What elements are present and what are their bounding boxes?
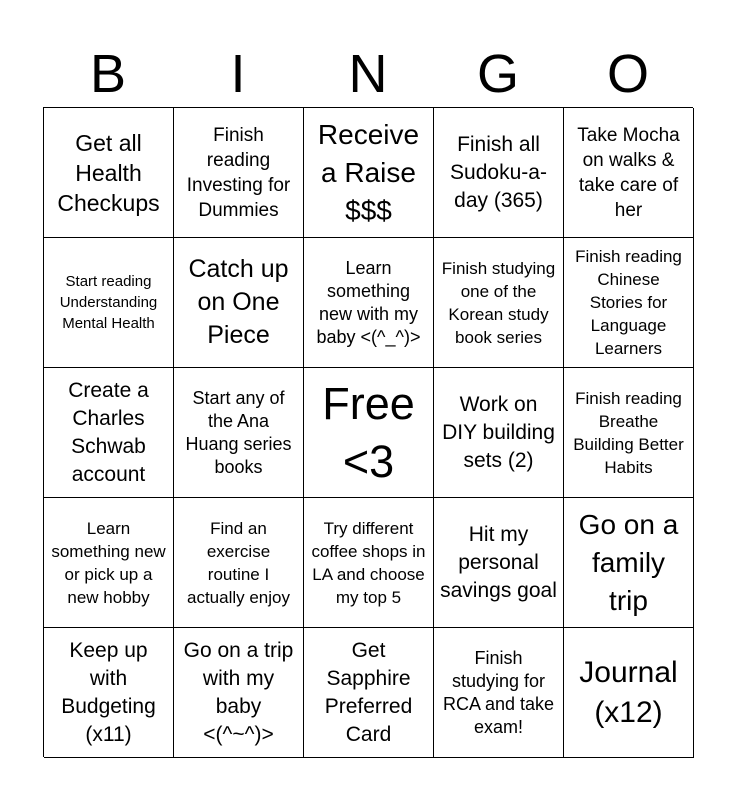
bingo-cell[interactable] (174, 368, 304, 498)
bingo-header (43, 40, 693, 108)
cell-text: Get all Health Checkups (57, 129, 160, 216)
header-letter-n: N (348, 44, 388, 104)
cell-text: Finish reading Breathe Building Better Habits (573, 388, 684, 477)
bingo-cell[interactable] (434, 108, 564, 238)
cell-text: Journal (x12) (579, 655, 678, 729)
bingo-cell[interactable] (44, 498, 174, 628)
cell-text: Receive a Raise $$$ (317, 118, 420, 226)
cell-text: Finish reading Chinese Stories for Language Learners (575, 247, 682, 358)
cell-text: Take Mocha on walks & take care of her (577, 124, 680, 221)
free-space-cell[interactable] (304, 368, 434, 498)
bingo-cell[interactable] (304, 498, 434, 628)
bingo-cell[interactable] (434, 498, 564, 628)
bingo-cell[interactable] (434, 368, 564, 498)
cell-text: Start reading Understanding Mental Health (59, 273, 158, 332)
bingo-cell[interactable] (434, 238, 564, 368)
cell-text: Try different coffee shops in LA and choose my top 5 (311, 518, 426, 607)
bingo-board (43, 107, 693, 757)
bingo-cell[interactable] (304, 238, 434, 368)
bingo-cell[interactable] (44, 368, 174, 498)
cell-text: Start any of the Ana Huang series books (185, 387, 292, 477)
bingo-cell[interactable] (44, 108, 174, 238)
bingo-cell[interactable] (174, 628, 304, 758)
cell-text: Work on DIY building sets (2) (442, 392, 555, 472)
header-letter-g: G (476, 44, 519, 104)
cell-text: Get Sapphire Preferred Card (324, 638, 413, 746)
header-letter-b: B (89, 44, 127, 104)
cell-text: Create a Charles Schwab account (68, 378, 149, 486)
cell-text: Go on a trip with my baby <(^~^)> (183, 638, 294, 746)
bingo-cell[interactable] (174, 238, 304, 368)
bingo-cell[interactable] (304, 108, 434, 238)
header-letter-o: O (606, 44, 649, 104)
bingo-cell[interactable] (564, 108, 694, 238)
cell-text: Learn something new with my baby <(^_^)> (316, 257, 421, 347)
bingo-cell[interactable] (434, 628, 564, 758)
cell-text: Learn something new or pick up a new hobby (51, 518, 166, 607)
bingo-cell[interactable] (44, 238, 174, 368)
cell-text: Go on a family trip (578, 508, 679, 616)
cell-text: Catch up on One Piece (188, 255, 289, 349)
bingo-cell[interactable] (564, 238, 694, 368)
bingo-cell[interactable] (564, 368, 694, 498)
cell-text: Finish all Sudoku-a-day (365) (450, 132, 547, 212)
bingo-cell[interactable] (174, 498, 304, 628)
bingo-cell[interactable] (564, 498, 694, 628)
header-letter-i: I (230, 44, 246, 104)
bingo-cell[interactable] (174, 108, 304, 238)
free-space-text: Free <3 (322, 377, 415, 487)
cell-text: Finish studying for RCA and take exam! (442, 647, 555, 737)
bingo-cell[interactable] (304, 628, 434, 758)
cell-text: Keep up with Budgeting (x11) (61, 638, 156, 746)
cell-text: Finish studying one of the Korean study book series (441, 258, 556, 347)
cell-text: Finish reading Investing for Dummies (186, 124, 291, 221)
bingo-cell[interactable] (44, 628, 174, 758)
cell-text: Hit my personal savings goal (440, 522, 557, 602)
bingo-cell[interactable] (564, 628, 694, 758)
cell-text: Find an exercise routine I actually enjoy (186, 518, 290, 607)
